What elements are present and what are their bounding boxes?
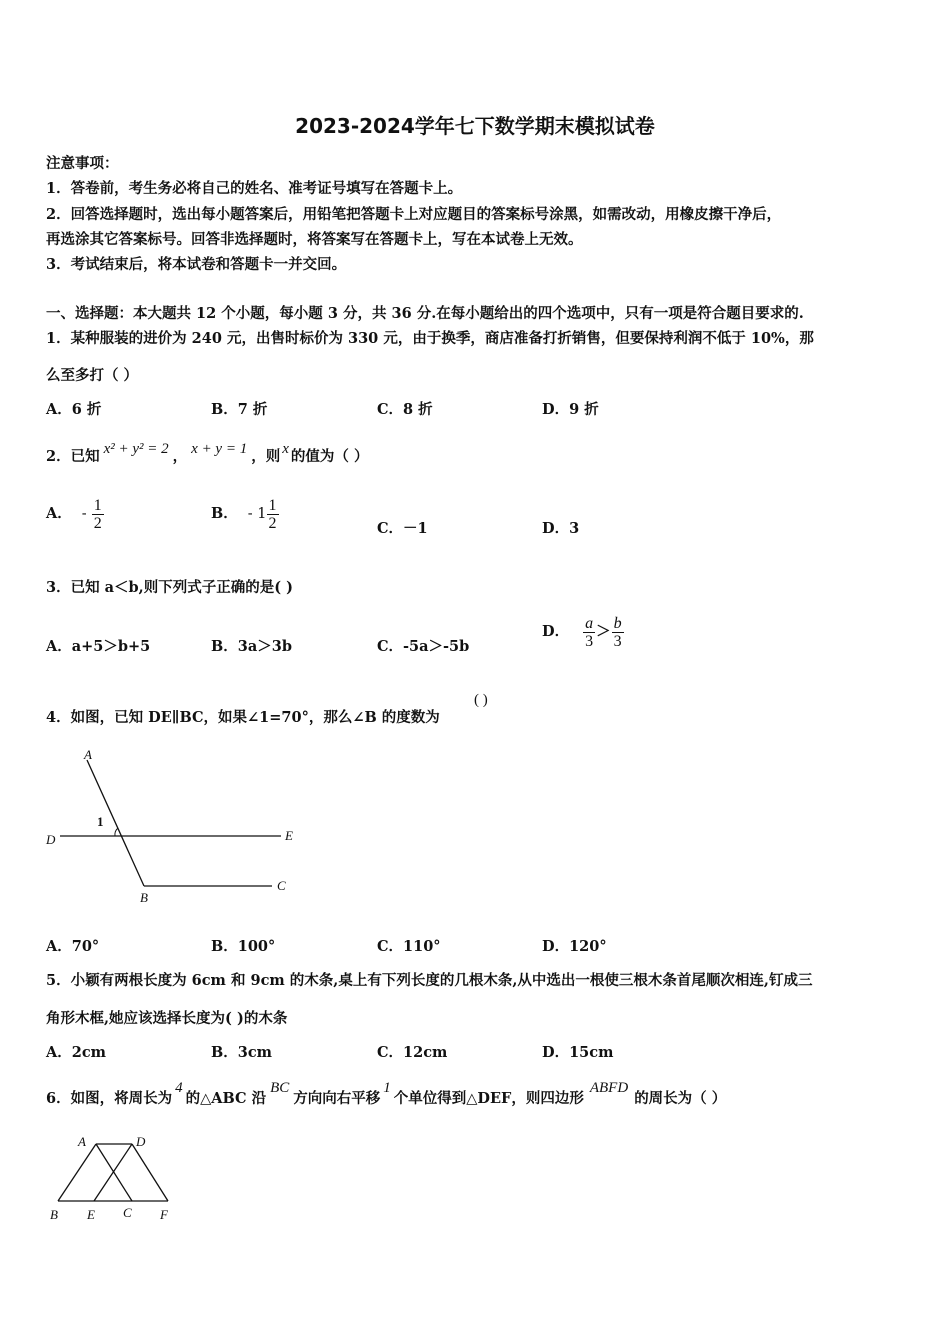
q5-stem-line1: 5．小颖有两根长度为 6cm 和 9cm 的木条,桌上有下列长度的几根木条,从中选出一根使三根木条首尾顺次相连,钉成三 [46,972,813,989]
q2-prefix: 2．已知 [46,448,100,465]
q4-answer-paren: ( ) [474,692,488,708]
q4-label-angle-1: 1 [97,814,104,829]
q2-option-d: D．3 [542,520,580,537]
q6-direction-bc: BC [270,1080,290,1096]
q6-label-c: C [123,1205,132,1220]
q6-stem [46,1080,727,1108]
q5-option-a: A．2cm [46,1044,107,1061]
q1-option-b: B．7 折 [211,401,268,418]
q3-option-c: C．-5a＞-5b [377,638,470,655]
q1-stem-line2: 么至多打（ ） [46,367,139,384]
q3-option-d-label: D． [542,623,570,640]
q6-part-2: 的△ABC 沿 [185,1090,267,1107]
q1-option-a: A．6 折 [46,401,102,418]
q2-option-a-numerator: 1 [93,496,102,514]
q6-part-5: 的周长为（ ） [634,1090,727,1107]
q2-option-b-numerator: 1 [268,496,277,514]
q3-option-d-right-denominator: 3 [613,632,622,650]
q3-option-d-left-denominator: 3 [585,632,594,650]
q6-part-1: 6．如图，将周长为 [46,1090,173,1107]
q1-option-d: D．9 折 [542,401,599,418]
q2-option-c: C．－1 [377,520,428,537]
q6-shift-value: 1 [383,1080,391,1096]
q2-option-a-denominator: 2 [93,514,102,532]
q6-perimeter-value: 4 [175,1080,183,1096]
q4-label-e: E [285,828,293,843]
q1-stem-line1: 1．某种服装的进价为 240 元，出售时标价为 330 元，由于换季，商店准备打折销售，但要保持利润不低于 10%，那 [46,330,814,347]
notice-line-4: 3．考试结束后，将本试卷和答题卡一并交回。 [46,256,347,273]
q2-option-b-label: B． [211,505,238,522]
notice-line-2: 2．回答选择题时，选出每小题答案后，用铅笔把答题卡上对应题目的答案标号涂黑，如需改动，用橡皮擦干净后， [46,206,782,223]
notice-line-1: 1．答卷前，考生务必将自己的姓名、准考证号填写在答题卡上。 [46,180,463,197]
q2-stem [46,441,369,466]
q3-option-d-left-numerator: a [585,614,594,632]
q3-option-d [542,611,624,653]
q4-option-a: A．70° [46,938,100,955]
q6-label-e: E [87,1207,95,1222]
q6-label-d: D [136,1134,146,1149]
q4-stem: 4．如图，已知 DE∥BC，如果∠1=70°，那么∠B 的度数为 [46,709,440,726]
q4-option-d: D．120° [542,938,607,955]
q3-stem: 3．已知 a＜b,则下列式子正确的是( ) [46,579,293,596]
notice-line-3: 再选涂其它答案标号。回答非选择题时，将答案写在答题卡上，写在本试卷上无效。 [46,231,583,248]
q4-angle-1-arc [115,828,118,836]
q6-label-f: F [160,1207,168,1222]
q6-label-b: B [50,1207,58,1222]
q5-option-d: D．15cm [542,1044,614,1061]
q2-option-a-sign: - [81,506,87,522]
q2-option-a-fraction [92,497,104,532]
q3-option-d-operator: ＞ [596,623,611,640]
q6-side-ba [58,1144,96,1201]
q2-equation-2: x + y = 1 [191,441,248,457]
q1-option-c: C．8 折 [377,401,433,418]
q2-option-a [46,493,104,535]
q4-label-a: A [84,747,92,762]
q4-figure [40,740,310,910]
q2-option-a-label: A． [46,505,72,522]
q3-option-d-right-numerator: b [613,614,622,632]
q3-option-d-right-fraction [612,615,624,650]
q6-label-a: A [78,1134,86,1149]
notice-heading: 注意事项： [46,155,119,172]
q4-option-c: C．110° [377,938,441,955]
q4-label-d: D [46,832,56,847]
q2-equation-1: x² + y² = 2 [103,441,169,457]
section-1-heading: 一、选择题：本大题共 12 个小题，每小题 3 分，共 36 分.在每小题给出的四个选项中，只有一项是符合题目要求的. [46,305,804,322]
q3-option-b: B．3a＞3b [211,638,292,655]
q2-variable: x [282,441,289,457]
q4-line-ab [87,760,144,886]
q2-option-b [211,493,279,535]
q3-option-d-left-fraction [583,615,595,650]
q2-option-b-fraction [267,497,279,532]
q4-option-b: B．100° [211,938,276,955]
q2-comma: ， [172,448,188,465]
q6-quadrilateral-name: ABFD [589,1080,629,1096]
q2-option-b-denominator: 2 [268,514,277,532]
q2-mid: ，则 [251,448,281,465]
q5-option-b: B．3cm [211,1044,273,1061]
q6-figure [40,1128,190,1228]
page-title: 2023-2024学年七下数学期末模拟试卷 [295,114,655,138]
q5-option-c: C．12cm [377,1044,448,1061]
q2-option-b-sign: - 1 [247,506,267,522]
q6-part-4: 个单位得到△DEF，则四边形 [393,1090,584,1107]
q2-suffix: 的值为（ ） [290,448,369,465]
q6-part-3: 方向向右平移 [293,1090,381,1107]
q6-side-df [132,1144,168,1201]
q4-label-b: B [140,890,148,905]
q5-stem-line2: 角形木框,她应该选择长度为( )的木条 [46,1010,288,1027]
q3-option-a: A．a+5＞b+5 [46,638,151,655]
q4-label-c: C [277,878,286,893]
